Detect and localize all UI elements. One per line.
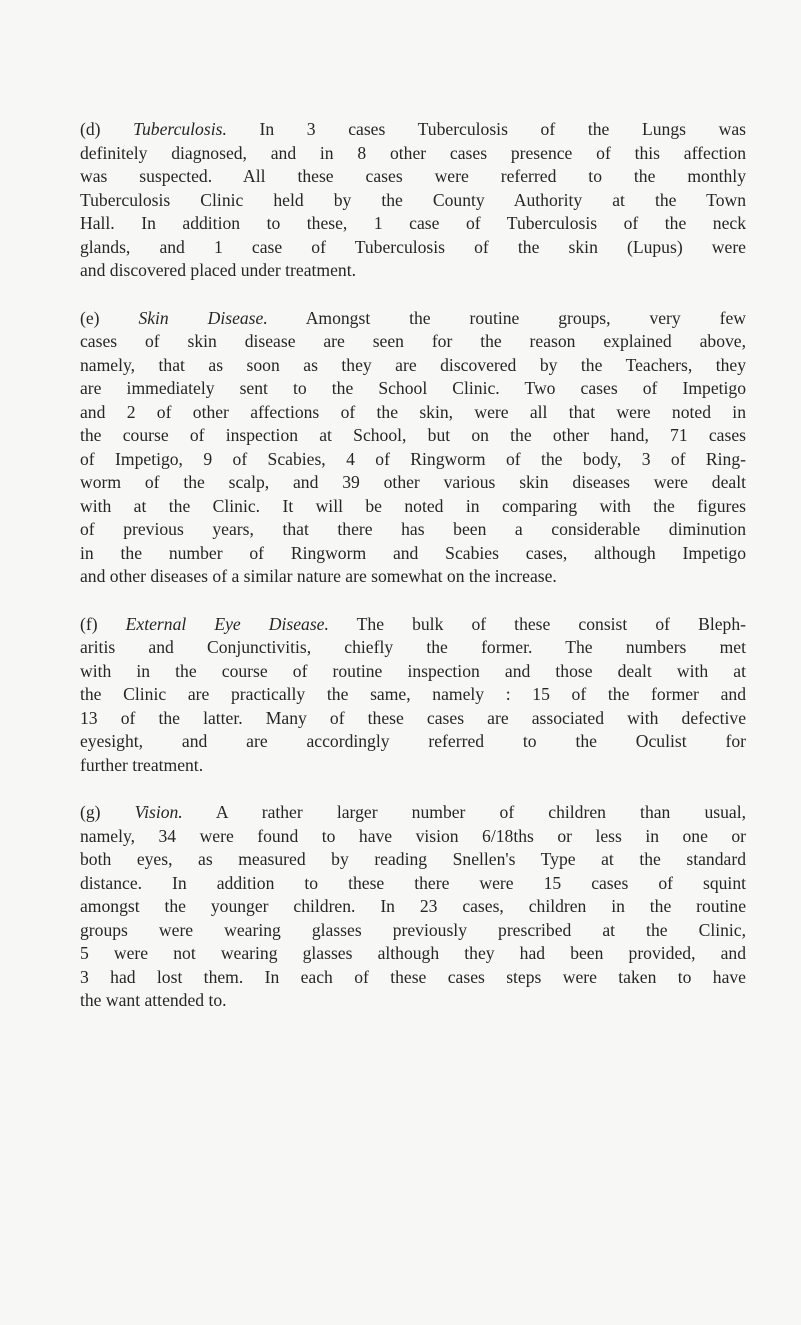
section-heading: Vision. [134,802,183,822]
paragraph-line: and 2 of other affections of the skin, were all that were noted in [80,401,746,422]
section-heading: Skin Disease. [138,307,268,328]
section-label: (g) [80,802,101,822]
paragraph-line: of Impetigo, 9 of Scabies, 4 of Ringworm of the body, 3 of Ring- [80,448,746,469]
paragraph-line: definitely diagnosed, and in 8 other cases presence of this affection [80,142,746,163]
paragraph-line: aritis and Conjunctivitis, chiefly the former. The numbers met [80,637,746,657]
paragraph-line: worm of the scalp, and 39 other various skin diseases were dealt [80,472,746,492]
paragraph-line: eyesight, and are accordingly referred to the Oculist for [80,731,746,751]
line-text: In 3 cases Tuberculosis of the Lungs was [259,119,746,139]
paragraph-line: cases of skin disease are seen for the reason explained above, [80,331,746,351]
paragraph-line: of previous years, that there has been a considerable diminution [80,519,746,539]
paragraph-line: in the number of Ringworm and Scabies cases, although Impetigo [80,542,746,563]
paragraph-line: namely, 34 were found to have vision 6/18ths or less in one or [80,825,746,846]
paragraph-line: and other diseases of a similar nature are somewhat on the increase. [80,566,557,586]
paragraph-line: Tuberculosis Clinic held by the County Authority at the Town [80,189,746,210]
section-heading: External Eye Disease. [125,613,329,634]
paragraph-line: the course of inspection at School, but on the other hand, 71 cases [80,425,746,445]
paragraph-line: the want attended to. [80,990,227,1010]
line-text: Amongst the routine groups, very few [305,307,746,328]
section-label: (f) [80,613,98,634]
document-page [80,118,746,1037]
line-text: A rather larger number of children than usual, [215,802,746,822]
paragraph-line: distance. In addition to these there were 15 cases of squint [80,872,746,893]
section-label: (e) [80,307,100,328]
paragraph-vision [80,801,746,1013]
paragraph-external-eye-disease [80,613,746,778]
paragraph-line [80,801,746,825]
paragraph-line: with at the Clinic. It will be noted in comparing with the figures [80,495,746,516]
paragraph-line: namely, that as soon as they are discovered by the Teachers, they [80,354,746,375]
paragraph-line: with in the course of routine inspection and those dealt with at [80,660,746,681]
paragraph-line: Hall. In addition to these, 1 case of Tuberculosis of the neck [80,213,746,233]
paragraph-line: glands, and 1 case of Tuberculosis of the skin (Lupus) were [80,236,746,257]
paragraph-line: the Clinic are practically the same, namely : 15 of the former and [80,684,746,704]
paragraph-line: are immediately sent to the School Clinic. Two cases of Impetigo [80,378,746,398]
paragraph-line: was suspected. All these cases were referred to the monthly [80,166,746,186]
paragraph-tuberculosis [80,118,746,283]
paragraph-line: amongst the younger children. In 23 cases, children in the routine [80,896,746,916]
paragraph-line: both eyes, as measured by reading Snellen's Type at the standard [80,849,746,869]
section-label: (d) [80,119,101,139]
line-text: The bulk of these consist of Bleph- [356,613,746,634]
paragraph-line: and discovered placed under treatment. [80,260,357,280]
paragraph-line [80,613,746,637]
paragraph-line: groups were wearing glasses previously prescribed at the Clinic, [80,919,746,940]
paragraph-line [80,118,746,142]
paragraph-skin-disease [80,307,746,589]
paragraph-line [80,307,746,331]
paragraph-line: 5 were not wearing glasses although they had been provided, and [80,943,746,963]
paragraph-line: 13 of the latter. Many of these cases are associated with defective [80,707,746,728]
paragraph-line: further treatment. [80,754,204,775]
section-heading: Tuberculosis. [133,119,227,139]
paragraph-line: 3 had lost them. In each of these cases steps were taken to have [80,966,746,987]
